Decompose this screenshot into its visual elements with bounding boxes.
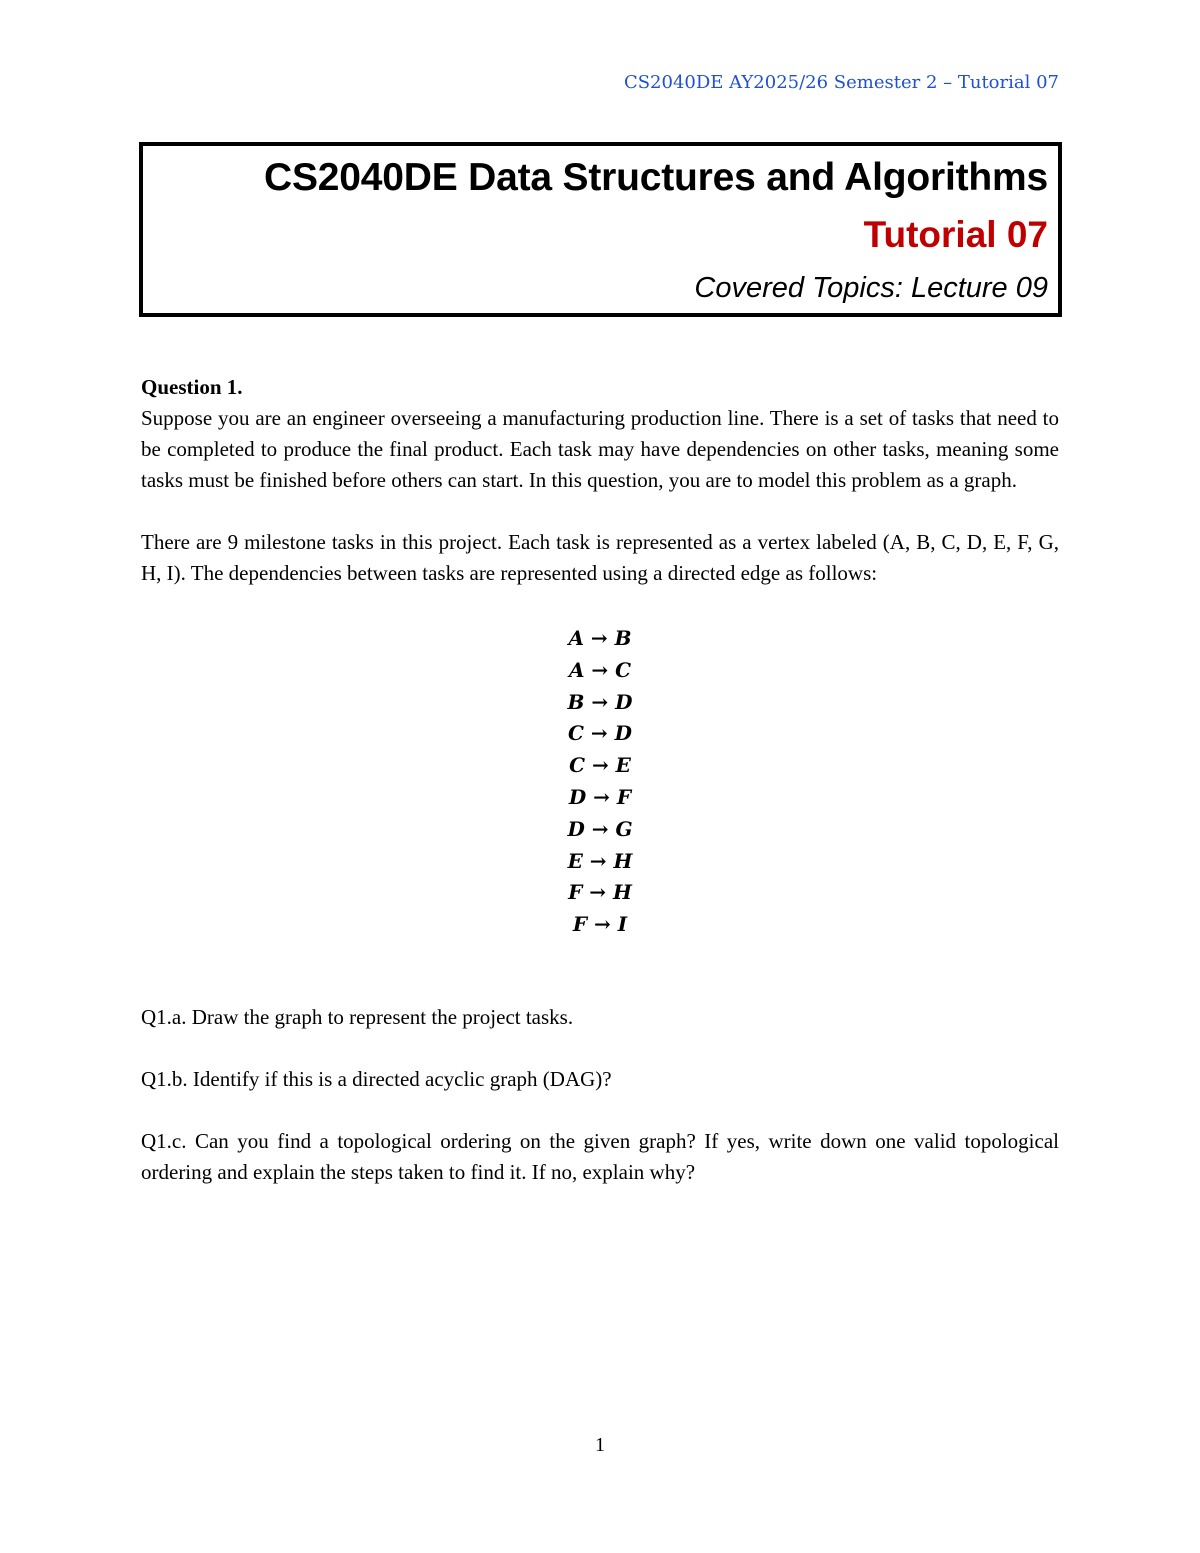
edge-item: D → G: [567, 816, 633, 841]
edge-item: B → D: [567, 689, 633, 714]
edge-item: C → D: [568, 721, 632, 746]
running-header: CS2040DE AY2025/26 Semester 2 – Tutorial 07: [623, 72, 1059, 93]
course-title: CS2040DE Data Structures and Algorithms: [264, 156, 1048, 199]
tutorial-title: Tutorial 07: [863, 214, 1048, 255]
covered-topics: Covered Topics: Lecture 09: [694, 272, 1048, 304]
edge-item: F → H: [568, 880, 632, 905]
edge-item: E → H: [567, 848, 633, 873]
page-number: 1: [595, 1434, 605, 1456]
question-heading: Question 1.: [141, 375, 243, 399]
question-1-section: [141, 372, 1059, 1188]
sub-question-c: Q1.c. Can you find a topological ordering on the given graph? If yes, write down one valid topological ordering and explain the steps taken to find it. If no, explain why?: [141, 1128, 1059, 1184]
edge-item: F → I: [572, 912, 628, 937]
edge-list: [141, 623, 1059, 941]
sub-question-a: Q1.a. Draw the graph to represent the project tasks.: [141, 1004, 574, 1029]
edge-item: A → C: [568, 657, 632, 682]
sub-questions: [141, 1002, 1059, 1188]
edge-item: D → F: [568, 784, 632, 809]
edge-item: C → E: [569, 753, 631, 778]
question-paragraph-1: Suppose you are an engineer overseeing a manufacturing production line. There is a set of tasks that need to be completed to produce the final product. Each task may have dependencies on other tasks, meaning some tasks must be finished before others can start. In this question, you are to model this problem as a graph.: [141, 406, 1059, 492]
title-box: [139, 142, 1062, 317]
sub-question-b: Q1.b. Identify if this is a directed acyclic graph (DAG)?: [141, 1066, 612, 1091]
edge-item: A → B: [568, 626, 632, 650]
question-paragraph-2: There are 9 milestone tasks in this project. Each task is represented as a vertex labeled (A, B, C, D, E, F, G, H, I). The dependencies between tasks are represented using a directed edge as follows:: [141, 530, 1059, 585]
